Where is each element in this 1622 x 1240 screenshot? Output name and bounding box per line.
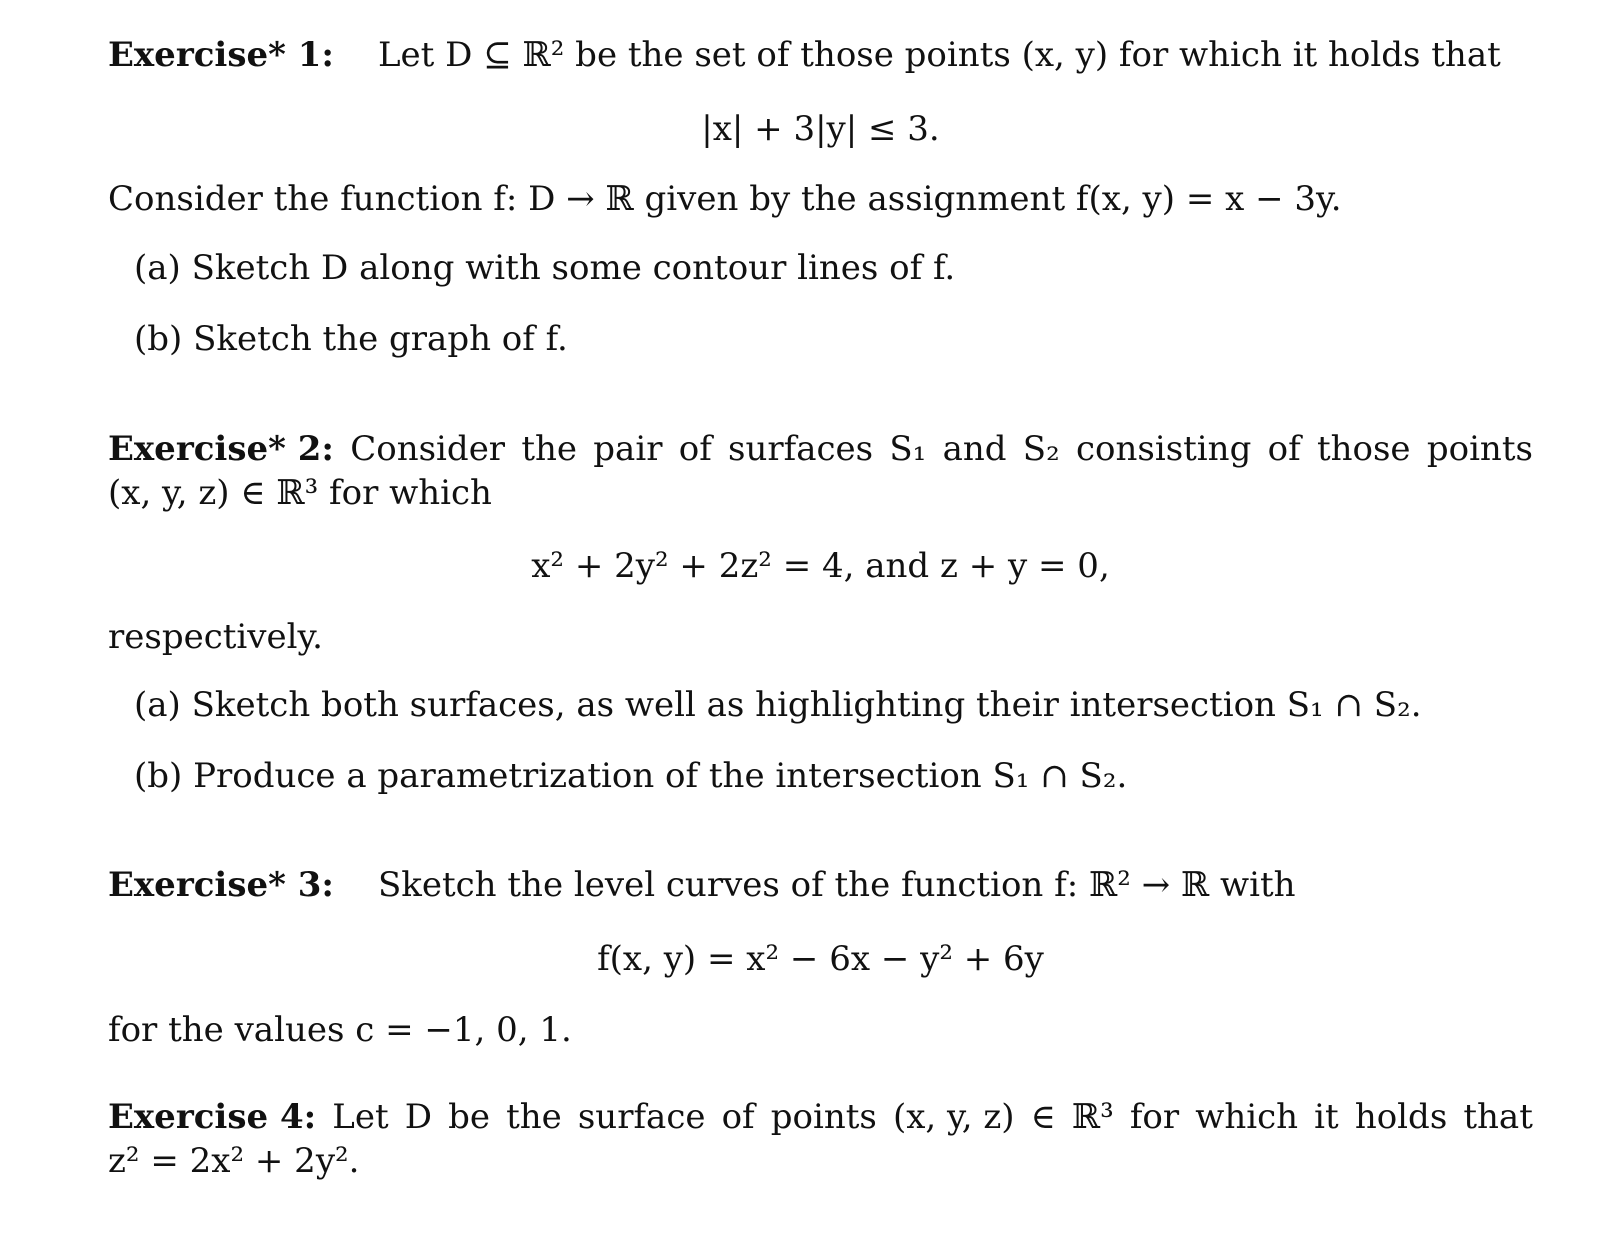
- exercise2-word: pair: [593, 429, 663, 469]
- exercise3-intro: Sketch the level curves of the function f: ℝ² → ℝ with: [377, 865, 1296, 905]
- item-label: (a): [134, 685, 181, 725]
- exercise4-word: be: [448, 1097, 490, 1137]
- exercise2-heading: Exercise* 2:: [108, 429, 334, 469]
- exercise4-equation: z² = 2x² + 2y².: [108, 1141, 360, 1181]
- exercise4-word: points: [770, 1097, 877, 1137]
- exercise2-item-a: [134, 682, 1422, 728]
- exercise1-function-line: Consider the function f: D → ℝ given by the assignment f(x, y) = x − 3y.: [108, 179, 1342, 219]
- exercise4-intro-line: [108, 1094, 1533, 1140]
- exercise4-word: the: [506, 1097, 562, 1137]
- exercise2-intro-cont: (x, y, z) ∈ ℝ³ for which: [108, 473, 492, 513]
- exercise1-intro: Let D ⊆ ℝ² be the set of those points (x, y) for which it holds that: [377, 35, 1501, 75]
- exercise3-values: for the values c = −1, 0, 1.: [108, 1010, 572, 1050]
- exercise3-formula: f(x, y) = x² − 6x − y² + 6y: [597, 939, 1044, 979]
- exercise2-item-b: [134, 753, 1127, 799]
- item-text: Sketch the graph of f.: [193, 319, 568, 359]
- exercise1-heading: Exercise* 1:: [108, 35, 334, 75]
- exercise2-word: Consider: [350, 429, 506, 469]
- exercise4-word: that: [1463, 1097, 1533, 1137]
- exercise4-word: (x, y, z): [892, 1097, 1015, 1137]
- exercise4-word: of: [721, 1097, 755, 1137]
- exercise1-item-b: [134, 316, 568, 362]
- exercise2-word: and: [942, 429, 1007, 469]
- exercise3-heading: Exercise* 3:: [108, 865, 334, 905]
- exercise4-word: which: [1195, 1097, 1299, 1137]
- exercise2-word: of: [678, 429, 712, 469]
- exercise2-intro-line: [108, 426, 1533, 472]
- exercise2-word: of: [1267, 429, 1301, 469]
- exercise1-inequality: |x| + 3|y| ≤ 3.: [701, 109, 940, 149]
- item-text: Sketch both surfaces, as well as highlighting their intersection S₁ ∩ S₂.: [191, 685, 1422, 725]
- exercise4-word: ∈: [1030, 1097, 1056, 1137]
- exercise1-item-a: [134, 245, 955, 291]
- exercise2-word: consisting: [1075, 429, 1252, 469]
- exercise4-word: for: [1129, 1097, 1180, 1137]
- exercise4-word: holds: [1354, 1097, 1448, 1137]
- exercise4-word: it: [1314, 1097, 1339, 1137]
- exercise4-heading: Exercise 4:: [108, 1097, 317, 1137]
- exercise4-word: Let: [332, 1097, 389, 1137]
- exercise4-word: ℝ³: [1071, 1097, 1114, 1137]
- exercise2-word: surfaces: [728, 429, 874, 469]
- exercise2-word: the: [521, 429, 578, 469]
- item-label: (b): [134, 319, 183, 359]
- item-label: (a): [134, 248, 181, 288]
- item-text: Sketch D along with some contour lines of f.: [191, 248, 956, 288]
- item-text: Produce a parametrization of the intersection S₁ ∩ S₂.: [193, 756, 1128, 796]
- item-label: (b): [134, 756, 183, 796]
- exercise2-equations: x² + 2y² + 2z² = 4, and z + y = 0,: [531, 546, 1110, 586]
- exercise1-intro-line: [108, 32, 1501, 78]
- exercise2-word: those: [1316, 429, 1411, 469]
- exercise2-respectively: respectively.: [108, 617, 323, 657]
- exercise4-word: D: [404, 1097, 432, 1137]
- exercise2-word: points: [1426, 429, 1533, 469]
- exercise2-word: S₂: [1022, 429, 1060, 469]
- exercise4-word: surface: [577, 1097, 706, 1137]
- exercise3-intro-line: [108, 862, 1296, 908]
- exercise2-word: S₁: [889, 429, 927, 469]
